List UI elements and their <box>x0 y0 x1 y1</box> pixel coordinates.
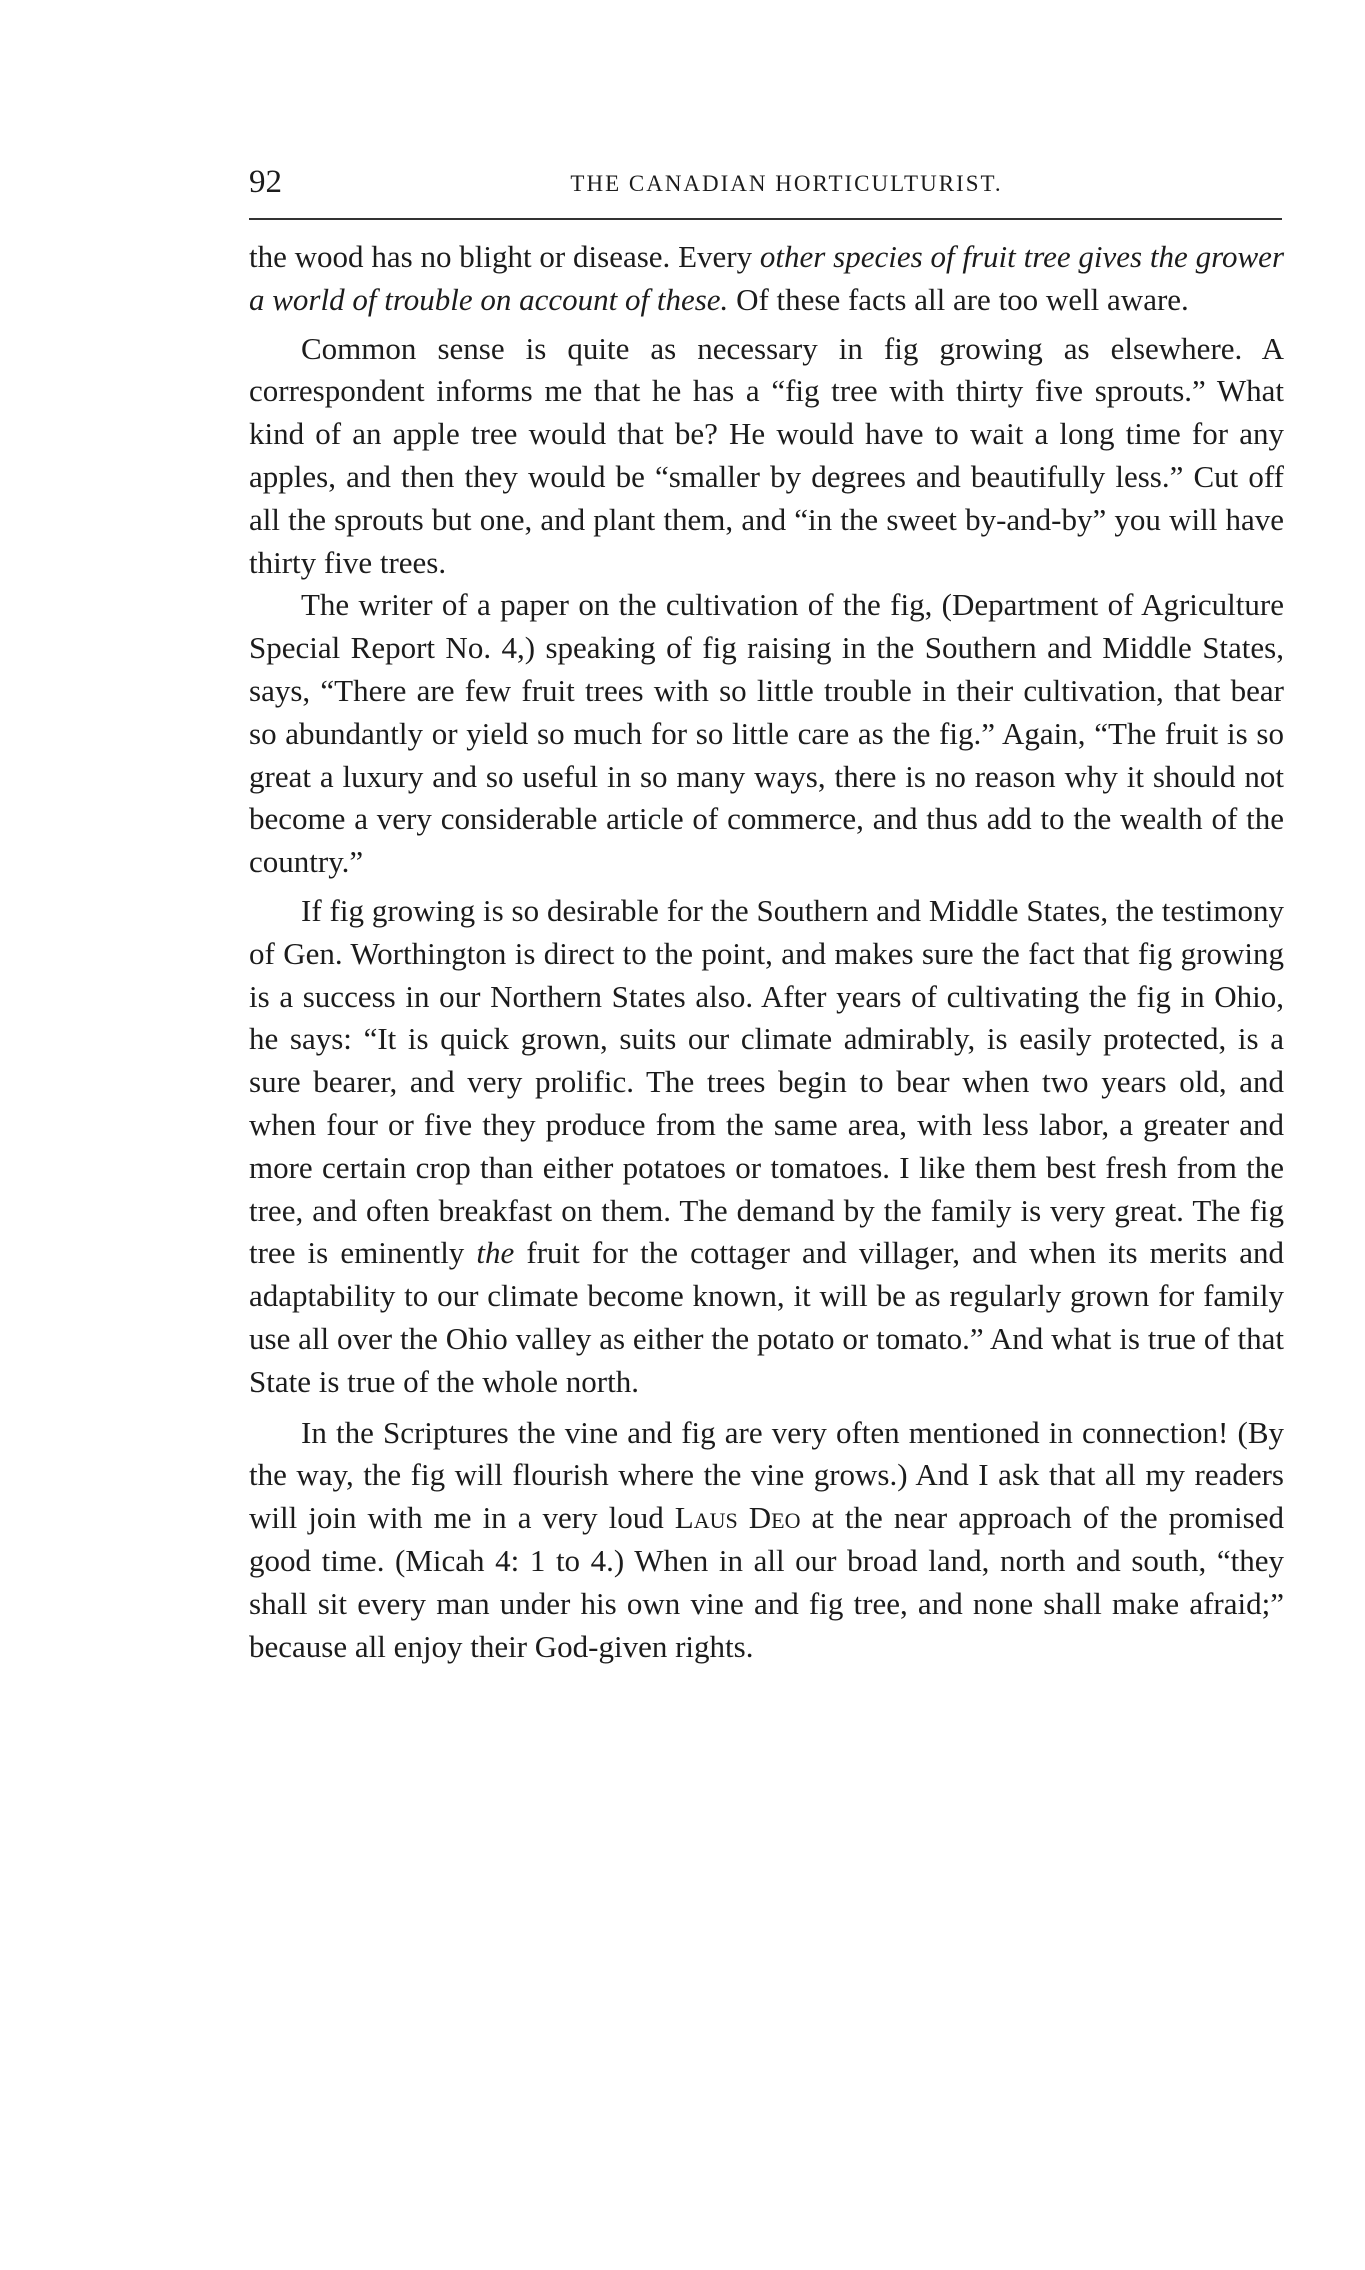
paragraph-5-text-a: In the Scriptures the vine and fig are very often mentioned in connection! (By the way, the fig will flourish where the vine grows.) And I ask that all my readers will join with me in a very loud <box>249 1414 1284 1536</box>
paragraph-1-text-a: the wood has no blight or disease. Every <box>249 239 760 274</box>
header-rule <box>249 218 1282 220</box>
page-header <box>249 150 1284 210</box>
paragraph-1 <box>249 236 1284 322</box>
paragraph-3: The writer of a paper on the cultivation of the fig, (Department of Agriculture Special Report No. 4,) speaking of fig raising in the Southern and Middle States, says, “There are few fruit trees with so little trouble in their cultivation, that bear so abundantly or yield so much for so little care as the fig.” Again, “The fruit is so great a luxury and so useful in so many ways, there is no reason why it should not become a very considerable article of commerce, and thus add to the wealth of the country.” <box>249 587 1284 880</box>
paragraph-4-text-a: If fig growing is so desirable for the Southern and Middle States, the testimony of Gen. Worthington is direct to the point, and makes sure the fact that fig growing is a success in our Northern States also. After years of cultivating the fig in Ohio, he says: “It is quick grown, suits our climate admirably, is easily protected, is a sure bearer, and very prolific. The trees begin to bear when two years old, and when four or five they produce from the same area, with less labor, a greater and more certain crop than either potatoes or tomatoes. I like them best fresh from the tree, and often breakfast on them. The demand by the family is very great. The fig tree is eminently <box>249 892 1284 1271</box>
paragraph-2: Common sense is quite as necessary in fig growing as elsewhere. A correspondent informs me that he has a “fig tree with thirty five sprouts.” What kind of an apple tree would that be? He would have to wait a long time for any apples, and then they would be “smaller by degrees and beautifully less.” Cut off all the sprouts but one, and plant them, and “in the sweet by-and-by” you will have thirty five trees. <box>249 330 1284 580</box>
paragraph-5-small-caps: Laus Deo <box>674 1500 801 1536</box>
paragraph-1-italic: other species of fruit tree gives the grower a world of trouble on account of these. <box>249 239 1285 317</box>
paragraph-4 <box>249 890 1284 1404</box>
paragraph-5-text-c: at the near approach of the promised good time. (Micah 4: 1 to 4.) When in all our broad land, north and south, “they shall sit every man under his own vine and fig tree, and none shall make afraid;” because all enjoy their God-given rights. <box>249 1500 1284 1664</box>
document-page <box>249 150 1284 1668</box>
paragraph-1-text-c: Of these facts all are too well aware. <box>728 281 1189 317</box>
running-title: THE CANADIAN HORTICULTURIST. <box>570 171 1003 196</box>
paragraph-4-text-c: fruit for the cottager and villager, and when its merits and adaptability to our climate become known, it will be as regularly grown for family use all over the Ohio valley as either the potato or tomato.” And what is true of that State is true of the whole north. <box>249 1235 1284 1399</box>
paragraph-5 <box>249 1412 1284 1669</box>
page-number: 92 <box>249 164 282 200</box>
article-body <box>249 236 1284 1668</box>
paragraph-4-italic: the <box>476 1235 515 1271</box>
